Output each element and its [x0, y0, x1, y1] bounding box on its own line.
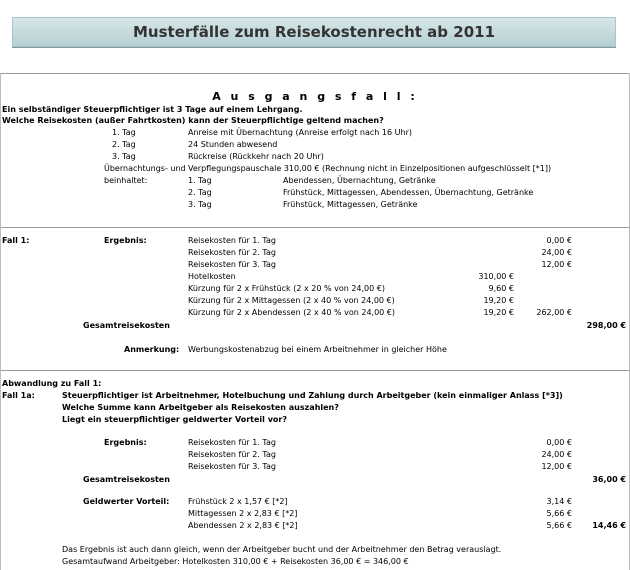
left-border	[0, 73, 1, 570]
case-question: Liegt ein steuerpflichtiger geldwerter Vorteil vor?	[62, 415, 287, 424]
day-text: 24 Stunden abwesend	[188, 140, 278, 149]
case-label: Fall 1:	[2, 236, 30, 245]
cost-row-amount: 310,00 €	[478, 272, 514, 281]
day-label: 1. Tag	[112, 128, 136, 137]
day-label: 3. Tag	[112, 152, 136, 161]
footnote: Gesamtaufwand Arbeitgeber: Hotelkosten 310,00 € + Reisekosten 36,00 € = 346,00 €	[62, 557, 409, 566]
cost-row-subtotal: 24,00 €	[541, 450, 572, 459]
cost-row-text: Reisekosten für 1. Tag	[188, 236, 276, 245]
case-heading: A u s g a n g s f a l l :	[212, 90, 418, 103]
case-label: Fall 1a:	[2, 391, 35, 400]
total-value: 36,00 €	[592, 475, 626, 484]
section-divider	[0, 227, 630, 228]
benefit-row-amount: 5,66 €	[546, 509, 572, 518]
case-text: Steuerpflichtiger ist Arbeitnehmer, Hotelbuchung und Zahlung durch Arbeitgeber (kein einmaliger Anlass [*3])	[62, 391, 563, 400]
intro-question: Welche Reisekosten (außer Fahrtkosten) kann der Steuerpflichtige geltend machen?	[2, 116, 384, 125]
page-title: Musterfälle zum Reisekostenrecht ab 2011	[132, 23, 496, 41]
cost-row-text: Hotelkosten	[188, 272, 236, 281]
cost-row-text: Kürzung für 2 x Abendessen (2 x 40 % von 24,00 €)	[188, 308, 396, 317]
cost-row-text: Kürzung für 2 x Frühstück (2 x 20 % von 24,00 €)	[188, 284, 385, 293]
cost-row-text: Kürzung für 2 x Mittagessen (2 x 40 % von 24,00 €)	[188, 296, 395, 305]
cost-row-text: Reisekosten für 3. Tag	[188, 260, 276, 269]
meal-day-text: Frühstück, Mittagessen, Abendessen, Übernachtung, Getränke	[283, 188, 534, 197]
page-title-banner	[12, 17, 616, 47]
flat-rate-text: Verpflegungspauschale 310,00 € (Rechnung nicht in Einzelpositionen aufgeschlüsselt [*1])	[188, 164, 552, 173]
day-text: Anreise mit Übernachtung (Anreise erfolgt nach 16 Uhr)	[188, 128, 412, 137]
benefit-total: 14,46 €	[592, 521, 626, 530]
intro-line: Ein selbständiger Steuerpflichtiger ist 3 Tage auf einem Lehrgang.	[2, 105, 303, 114]
total-value: 298,00 €	[586, 321, 626, 330]
footnote: Das Ergebnis ist auch dann gleich, wenn der Arbeitgeber bucht und der Arbeitnehmer den Betrag verauslagt.	[62, 545, 502, 554]
benefit-row-text: Mittagessen 2 x 2,83 € [*2]	[188, 509, 298, 518]
result-label: Ergebnis:	[104, 236, 147, 245]
cost-row-subtotal: 12,00 €	[541, 260, 572, 269]
section-divider	[0, 370, 630, 371]
day-text: Rückreise (Rückkehr nach 20 Uhr)	[188, 152, 324, 161]
benefit-row-text: Abendessen 2 x 2,83 € [*2]	[188, 521, 298, 530]
variation-heading: Abwandlung zu Fall 1:	[2, 379, 102, 388]
benefit-row-amount: 5,66 €	[546, 521, 572, 530]
result-label: Ergebnis:	[104, 438, 147, 447]
section-divider	[0, 73, 630, 74]
overnight-label: Übernachtungs- und	[104, 164, 186, 173]
cost-row-text: Reisekosten für 3. Tag	[188, 462, 276, 471]
includes-label: beinhaltet:	[104, 176, 148, 185]
cost-row-amount: 19,20 €	[483, 296, 514, 305]
total-label: Gesamtreisekosten	[83, 321, 170, 330]
note-text: Werbungskostenabzug bei einem Arbeitnehmer in gleicher Höhe	[188, 345, 447, 354]
cost-row-text: Reisekosten für 2. Tag	[188, 248, 276, 257]
cost-row-text: Reisekosten für 2. Tag	[188, 450, 276, 459]
meal-day-label: 2. Tag	[188, 188, 212, 197]
meal-day-text: Abendessen, Übernachtung, Getränke	[283, 176, 436, 185]
cost-row-amount: 19,20 €	[483, 308, 514, 317]
cost-row-subtotal: 24,00 €	[541, 248, 572, 257]
note-label: Anmerkung:	[124, 345, 180, 354]
cost-row-subtotal: 12,00 €	[541, 462, 572, 471]
cost-row-text: Reisekosten für 1. Tag	[188, 438, 276, 447]
benefit-row-amount: 3,14 €	[546, 497, 572, 506]
meal-day-text: Frühstück, Mittagessen, Getränke	[283, 200, 418, 209]
cost-row-subtotal: 262,00 €	[536, 308, 572, 317]
cost-row-subtotal: 0,00 €	[546, 236, 572, 245]
case-question: Welche Summe kann Arbeitgeber als Reisekosten auszahlen?	[62, 403, 339, 412]
cost-row-amount: 9,60 €	[488, 284, 514, 293]
meal-day-label: 3. Tag	[188, 200, 212, 209]
meal-day-label: 1. Tag	[188, 176, 212, 185]
benefit-label: Geldwerter Vorteil:	[83, 497, 170, 506]
cost-row-subtotal: 0,00 €	[546, 438, 572, 447]
total-label: Gesamtreisekosten	[83, 475, 170, 484]
benefit-row-text: Frühstück 2 x 1,57 € [*2]	[188, 497, 288, 506]
day-label: 2. Tag	[112, 140, 136, 149]
